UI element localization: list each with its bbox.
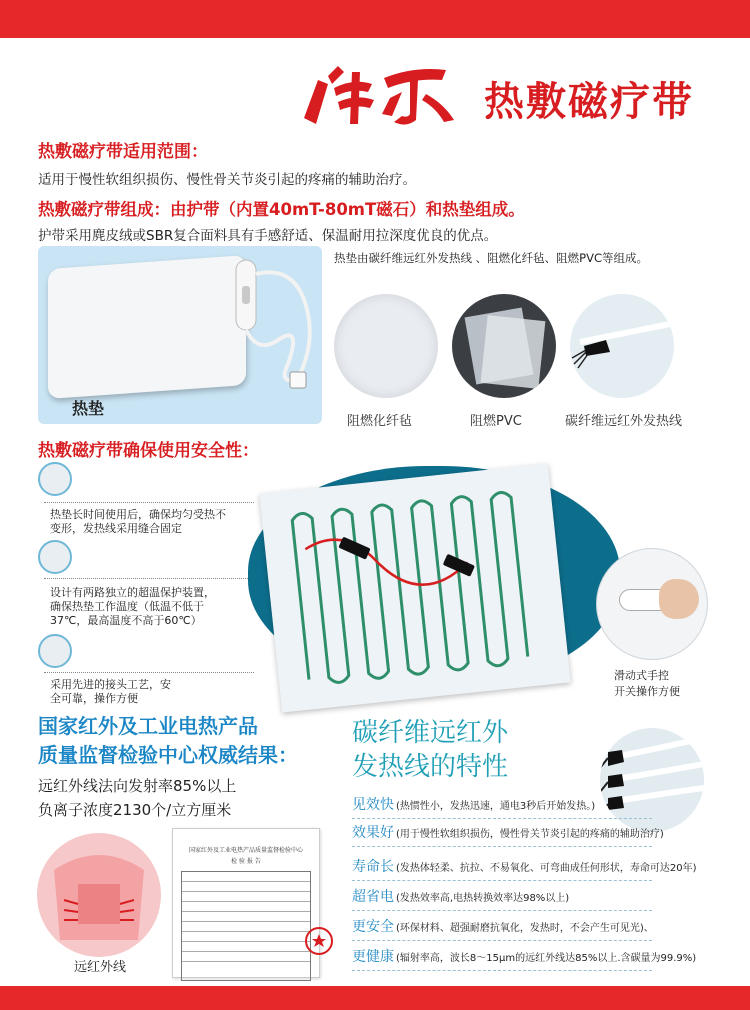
controller-caption: 滑动式手控 开关操作方便 [614, 669, 680, 698]
inspection-report-image [172, 828, 320, 978]
composition-heading: 热敷磁疗带组成：由护带（内置40mT-80mT磁石）和热垫组成。 [38, 200, 525, 219]
product-title: 热敷磁疗带 [484, 79, 694, 125]
connector-detail-image [38, 634, 72, 668]
feature-3: 寿命长 (发热体轻柔、抗拉、不易氧化、可弯曲成任何形状，寿命可达20年) [352, 859, 697, 875]
pad-composition-note: 热垫由碳纤维远红外发热线 、阻燃化纤毡、阻燃PVC等组成。 [334, 251, 648, 265]
report-title: 国家红外及工业电热产品质量监督检验中心 [188, 847, 303, 854]
divider [44, 672, 254, 673]
heat-pad-label: 热垫 [72, 399, 105, 418]
divider [352, 880, 652, 881]
inspection-heading: 国家红外及工业电热产品 质量监督检验中心权威结果： [38, 714, 298, 767]
divider [44, 578, 254, 579]
wire-caption: 碳纤维远红外发热线 [565, 414, 683, 429]
heating-mat-photo [259, 463, 570, 712]
fiber-wire-image [600, 728, 704, 832]
safety-item-1: 热垫长时间使用后，确保均匀受热不 变形，发热线采用缝合固定 [50, 508, 226, 535]
safety-item-2: 设计有两路独立的超温保护装置， 确保热垫工作温度（低温不低于 37℃，最高温度不高于60℃） [50, 586, 215, 627]
controller-cable [228, 254, 324, 394]
heating-wire-image [570, 294, 674, 398]
report-seal [304, 926, 334, 956]
feature-2: 效果好 (用于慢性软组织损伤，慢性骨关节炎引起的疼痛的辅助治疗) [352, 825, 664, 841]
feature-5: 更安全 (环保材料、超强耐磨抗氧化，发热时，不会产生可见光)、 [352, 919, 654, 935]
report-subtitle: 检 验 报 告 [231, 858, 261, 865]
scope-text: 适用于慢性软组织损伤、慢性骨关节炎引起的疼痛的辅助治疗。 [38, 172, 416, 188]
stitch-detail-image [38, 462, 72, 496]
brand-logo [298, 58, 458, 128]
divider [352, 940, 652, 941]
thermostat-detail-image [38, 540, 72, 574]
safety-heading: 热敷磁疗带确保使用安全性： [38, 441, 259, 461]
feature-1: 见效快 (热惯性小，发热迅速，通电3秒后开始发热。) [352, 797, 596, 813]
pvc-material-image [452, 294, 556, 398]
scope-heading: 热敷磁疗带适用范围： [38, 142, 208, 162]
safety-item-3: 采用先进的接头工艺，安 全可靠，操作方便 [50, 678, 171, 705]
far-infrared-label: 远红外线 [74, 960, 127, 975]
pvc-caption: 阻燃PVC [470, 414, 522, 429]
divider [352, 846, 652, 847]
top-red-bar [0, 0, 750, 38]
feature-4: 超省电 (发热效率高,电热转换效率达98%以上) [352, 889, 570, 905]
divider [352, 910, 652, 911]
bottom-red-bar [0, 986, 750, 1010]
feature-6: 更健康 (辐射率高，波长8～15μm的远红外线达85%以上.含碳量为99.9%) [352, 949, 697, 965]
felt-material-image [334, 294, 438, 398]
far-infrared-body-illustration [34, 830, 164, 960]
felt-caption: 阻燃化纤毡 [347, 414, 413, 429]
inspection-results: 远红外线法向发射率85%以上 负离子浓度2130个/立方厘米 [38, 777, 237, 819]
divider [352, 970, 652, 971]
divider [352, 818, 652, 819]
heat-pad [48, 255, 246, 399]
hand-controller-image [596, 548, 708, 660]
divider [44, 502, 254, 503]
fiber-heading: 碳纤维远红外 发热线的特性 [352, 718, 509, 782]
composition-text: 护带采用麂皮绒或SBR复合面料具有手感舒适、保温耐用拉深度优良的优点。 [38, 228, 498, 244]
